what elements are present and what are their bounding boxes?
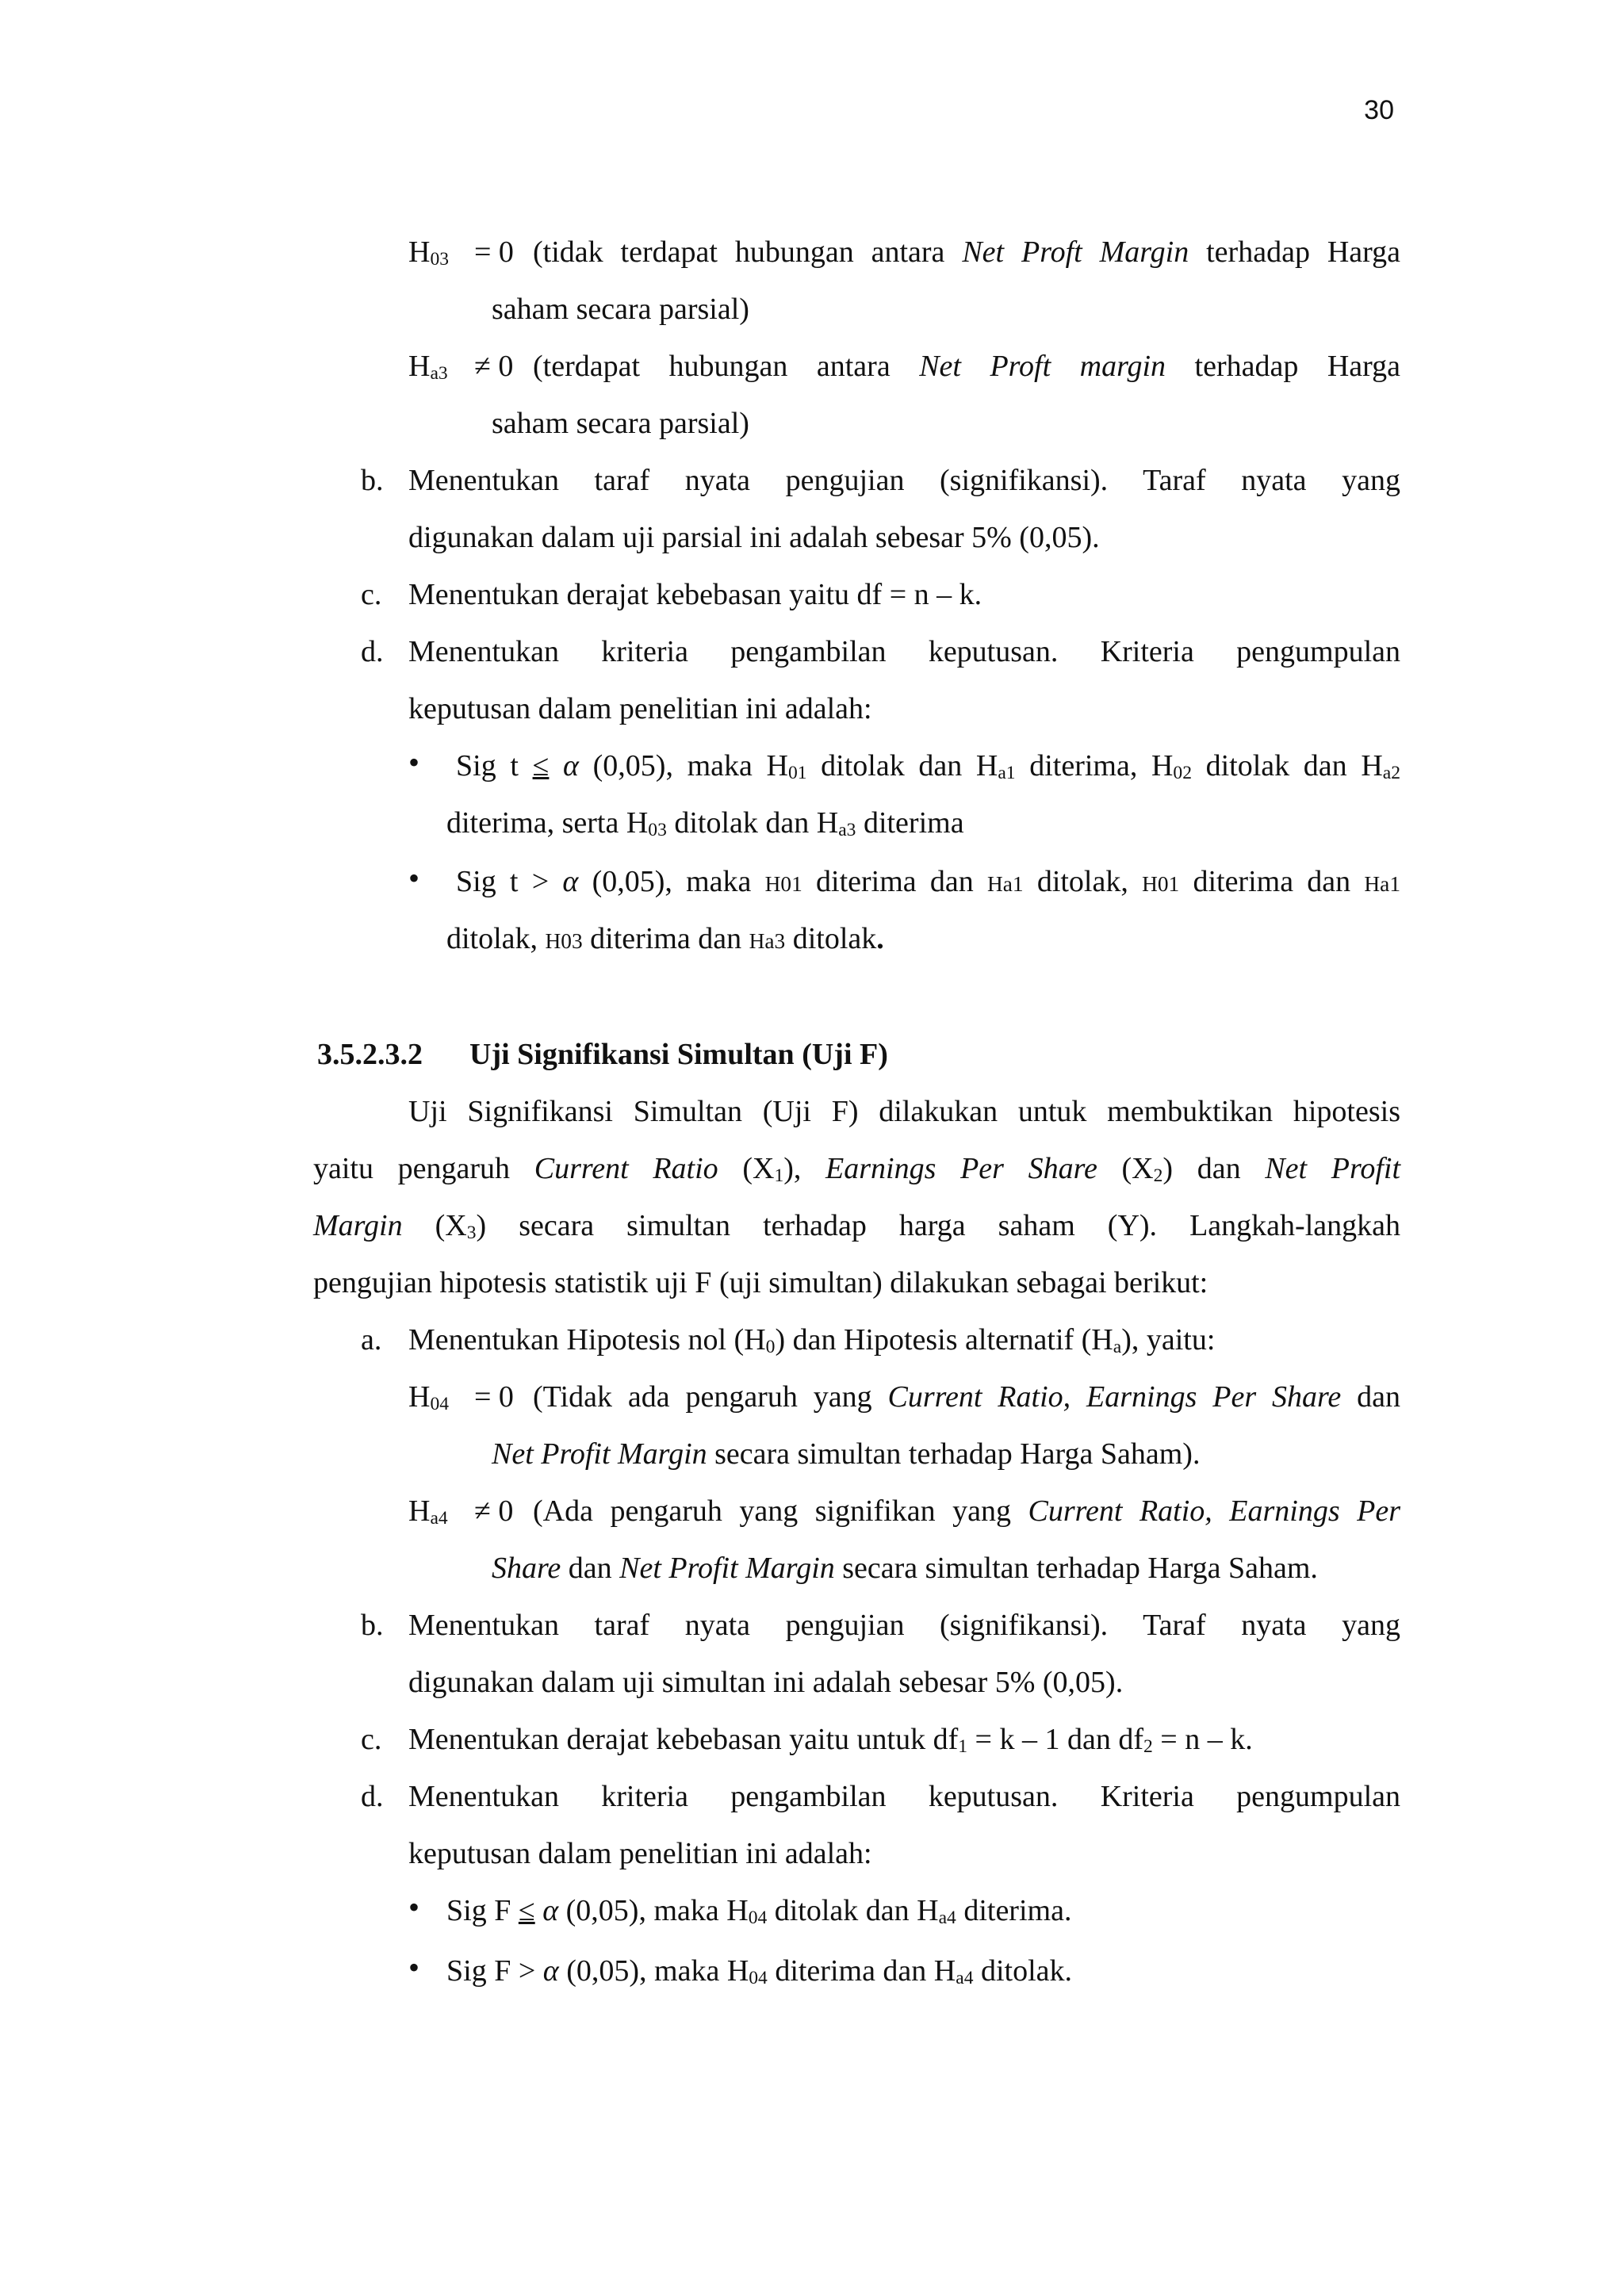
step-b-line1: Menentukan taraf nyata pengujian (signifikansi). Taraf nyata yang (408, 464, 1400, 497)
paragraph-line4: pengujian hipotesis statistik uji F (uji simultan) dilakukan sebagai berikut: (313, 1266, 1208, 1299)
ha4-text-line2: Share dan Net Profit Margin secara simultan terhadap Harga Saham. (492, 1552, 1318, 1585)
ha4-symbol: ≠ 0 (474, 1494, 514, 1528)
step-b2-line2: digunakan dalam uji simultan ini adalah sebesar 5% (0,05). (408, 1666, 1124, 1699)
list-marker-d: d. (361, 635, 384, 668)
list-marker-c: c. (361, 578, 382, 611)
ha4-text-line1: (Ada pengaruh yang signifikan yang Current Ratio, Earnings Per (533, 1494, 1400, 1528)
criterion-4-line1: Sig F > α (0,05), maka $H_{04}$ diterima dan $H_{a4}$ ditolak. (446, 1954, 1073, 1989)
section-number: 3.5.2.3.2 (317, 1038, 423, 1071)
paragraph-line1: Uji Signifikansi Simultan (Uji F) dilakukan untuk membuktikan hipotesis (408, 1095, 1400, 1128)
h03-symbol: = 0 (474, 235, 514, 269)
step-b2-line1: Menentukan taraf nyata pengujian (signifikansi). Taraf nyata yang (408, 1609, 1400, 1642)
criterion-1-line2: diterima, serta $H_{03}$ ditolak dan $H_{a3}$ diterima (446, 806, 964, 841)
step-d2-line2: keputusan dalam penelitian ini adalah: (408, 1837, 872, 1870)
list-marker-d: d. (361, 1780, 384, 1813)
bullet: • (408, 860, 420, 896)
list-marker-b: b. (361, 464, 384, 497)
step-c-line1: Menentukan derajat kebebasan yaitu df = n – k. (408, 578, 982, 611)
h03-label: $H_{03}$ (408, 235, 449, 270)
list-marker-b: b. (361, 1609, 384, 1642)
bullet: • (408, 744, 420, 780)
ha3-label: $H_{a3}$ (408, 350, 448, 385)
step-b-line2: digunakan dalam uji parsial ini adalah sebesar 5% (0,05). (408, 521, 1100, 554)
h03-text-line2: saham secara parsial) (492, 293, 749, 326)
bullet: • (408, 1889, 420, 1925)
h04-symbol: = 0 (474, 1380, 514, 1414)
step-a2-line1: Menentukan Hipotesis nol $(H_0)$ dan Hipotesis alternatif $(H_a)$, yaitu: (408, 1323, 1216, 1358)
criterion-2-line1: Sig t > α (0,05), maka H01 diterima dan Ha1 ditolak, H01 diterima dan Ha1 (456, 865, 1401, 898)
h04-label: $H_{04}$ (408, 1380, 449, 1415)
criterion-1-line1: Sig t ≤ α (0,05), maka $H_{01}$ ditolak dan $H_{a1}$ diterima, $H_{02}$ ditolak dan $H_{a2}$ (456, 749, 1400, 784)
criterion-3-line1: Sig F ≤ α (0,05), maka $H_{04}$ ditolak dan $H_{a4}$ diterima. (446, 1894, 1072, 1929)
section-title: Uji Signifikansi Simultan (Uji F) (469, 1038, 888, 1071)
page-number: 30 (1364, 95, 1394, 125)
h04-text-line2: Net Profit Margin secara simultan terhadap Harga Saham). (492, 1437, 1201, 1471)
criterion-2-line2: ditolak, H03 diterima dan Ha3 ditolak. (446, 922, 884, 955)
step-d-line1: Menentukan kriteria pengambilan keputusan. Kriteria pengumpulan (408, 635, 1400, 668)
ha4-label: $H_{a4}$ (408, 1494, 448, 1529)
ha3-text-line2: saham secara parsial) (492, 407, 749, 440)
paragraph-line3: Margin $(X_3)$ secara simultan terhadap harga saham (Y). Langkah-langkah (313, 1209, 1400, 1244)
paragraph-line2: yaitu pengaruh Current Ratio $(X_1)$, Earnings Per Share $(X_2)$ dan Net Profit (313, 1152, 1400, 1187)
bullet: • (408, 1950, 420, 1985)
step-d-line2: keputusan dalam penelitian ini adalah: (408, 692, 872, 725)
list-marker-c: c. (361, 1723, 382, 1756)
list-marker-a: a. (361, 1323, 382, 1357)
step-d2-line1: Menentukan kriteria pengambilan keputusan. Kriteria pengumpulan (408, 1780, 1400, 1813)
step-c2-line1: Menentukan derajat kebebasan yaitu untuk $df_1 = k - 1$ dan $df_2 = n - k$. (408, 1723, 1253, 1758)
h04-text-line1: (Tidak ada pengaruh yang Current Ratio, Earnings Per Share dan (533, 1380, 1400, 1414)
ha3-symbol: ≠ 0 (474, 350, 514, 383)
h03-text-line1: (tidak terdapat hubungan antara Net Proft Margin terhadap Harga (533, 235, 1400, 269)
ha3-text-line1: (terdapat hubungan antara Net Proft margin terhadap Harga (533, 350, 1401, 383)
